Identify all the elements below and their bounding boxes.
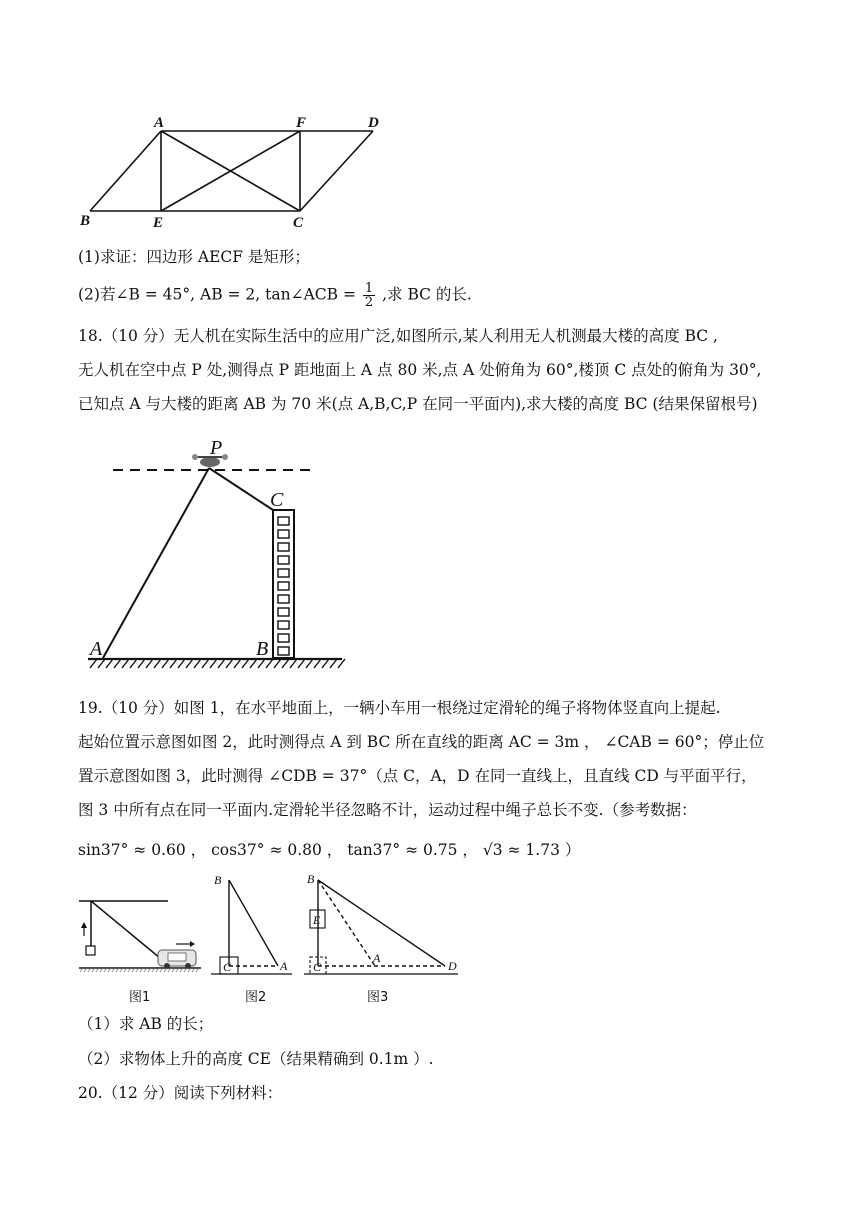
ground-hatch: [306, 659, 313, 668]
ground-hatch: [298, 659, 305, 668]
ground-hatch: [194, 659, 201, 668]
label-A: A: [280, 959, 288, 973]
ground-hatch: [258, 659, 265, 668]
q17-parallelogram-figure: [70, 110, 400, 235]
q19-figure2: [206, 866, 296, 978]
q18-line2: 无人机在空中点 P 处,测得点 P 距地面上 A 点 80 米,点 A 处俯角为 60°,楼顶 C 点处的俯角为 30°,: [78, 361, 762, 379]
q17-part2: [78, 282, 472, 309]
ground-hatch: [322, 659, 329, 668]
label-E: E: [313, 913, 321, 927]
label-B: B: [256, 638, 269, 660]
label-A: A: [373, 951, 381, 965]
fig1-caption: 图1: [129, 990, 151, 1005]
fig3-caption: 图3: [367, 990, 389, 1005]
q18-drone-building-figure: [80, 430, 360, 675]
ground-hatch: [154, 659, 161, 668]
ground-hatch: [338, 659, 345, 668]
ground-hatch: [162, 659, 169, 668]
label-E: E: [153, 215, 164, 231]
car-icon: [158, 950, 196, 969]
ground-hatch: [178, 659, 185, 668]
ground-hatch: [330, 659, 337, 668]
q19-line5: sin37° ≈ 0.60 ， cos37° ≈ 0.80 ， tan37° ≈ 0.75 ， √3 ≈ 1.73 ）: [78, 841, 581, 859]
label-C: C: [313, 960, 322, 974]
q19-line4: 图 3 中所有点在同一平面内.定滑轮半径忽略不计，运动过程中绳子总长不变.（参考数据：: [78, 801, 697, 819]
ground-hatch: [266, 659, 273, 668]
ground-hatch: [226, 659, 233, 668]
label-P: P: [210, 437, 223, 459]
q17-part1: (1)求证：四边形 AECF 是矩形；: [78, 248, 310, 266]
ground-hatch: [122, 659, 129, 668]
label-C: C: [293, 215, 304, 231]
q19-part2: （2）求物体上升的高度 CE（结果精确到 0.1m ）.: [78, 1050, 434, 1068]
label-C: C: [223, 960, 232, 974]
fraction-denominator: 2: [364, 295, 374, 310]
ground-hatch: [250, 659, 257, 668]
q19-line3: 置示意图如图 3，此时测得 ∠CDB = 37°（点 C，A，D 在同一直线上，且直线 CD 与平面平行，: [78, 767, 757, 785]
fig2-caption: 图2: [245, 990, 267, 1005]
label-B: B: [214, 873, 222, 887]
label-A: A: [90, 638, 103, 660]
ground-hatch: [90, 659, 97, 668]
ground-hatch: [186, 659, 193, 668]
ground-hatch: [106, 659, 113, 668]
q17-part2-suffix: ,求 BC 的长.: [382, 285, 472, 304]
q19-figure1: [76, 868, 206, 976]
q18-line3: 已知点 A 与大楼的距离 AB 为 70 米(点 A,B,C,P 在同一平面内),求大楼的高度 BC (结果保留根号): [78, 395, 758, 413]
ground-hatch: [114, 659, 121, 668]
fraction-numerator: 1: [364, 281, 374, 296]
ground-hatch: [242, 659, 249, 668]
ground-hatch: [130, 659, 137, 668]
q19-part1: （1）求 AB 的长；: [78, 1015, 214, 1033]
ground-hatch: [290, 659, 297, 668]
label-F: F: [296, 115, 307, 131]
ground-hatch: [218, 659, 225, 668]
q20-line1: 20.（12 分）阅读下列材料：: [78, 1084, 283, 1102]
q17-part2-prefix: (2)若∠B = 45°, AB = 2, tan∠ACB =: [78, 285, 356, 304]
ground-hatch: [210, 659, 217, 668]
ground-hatch: [170, 659, 177, 668]
q19-line1: 19.（10 分）如图 1，在水平地面上，一辆小车用一根绕过定滑轮的绳子将物体竖直向上提起.: [78, 699, 721, 717]
label-B: B: [80, 213, 91, 229]
label-A: A: [154, 115, 165, 131]
ground-hatch: [138, 659, 145, 668]
ground-hatch: [234, 659, 241, 668]
ground-hatch: [274, 659, 281, 668]
label-D: D: [448, 959, 457, 973]
fraction: [363, 282, 375, 309]
label-B: B: [307, 872, 315, 886]
q19-line2: 起始位置示意图如图 2，此时测得点 A 到 BC 所在直线的距离 AC = 3m ， ∠CAB = 60°；停止位: [78, 733, 765, 751]
q18-line1: 18.（10 分）无人机在实际生活中的应用广泛,如图所示,某人利用无人机测最大楼的高度 BC ,: [78, 327, 718, 345]
q19-figure3: [300, 866, 470, 978]
ground-hatch: [98, 659, 105, 668]
ground-hatch: [314, 659, 321, 668]
ground-hatch: [146, 659, 153, 668]
ground-hatch: [202, 659, 209, 668]
label-C: C: [270, 489, 284, 511]
label-D: D: [368, 115, 379, 131]
ground-hatch: [282, 659, 289, 668]
